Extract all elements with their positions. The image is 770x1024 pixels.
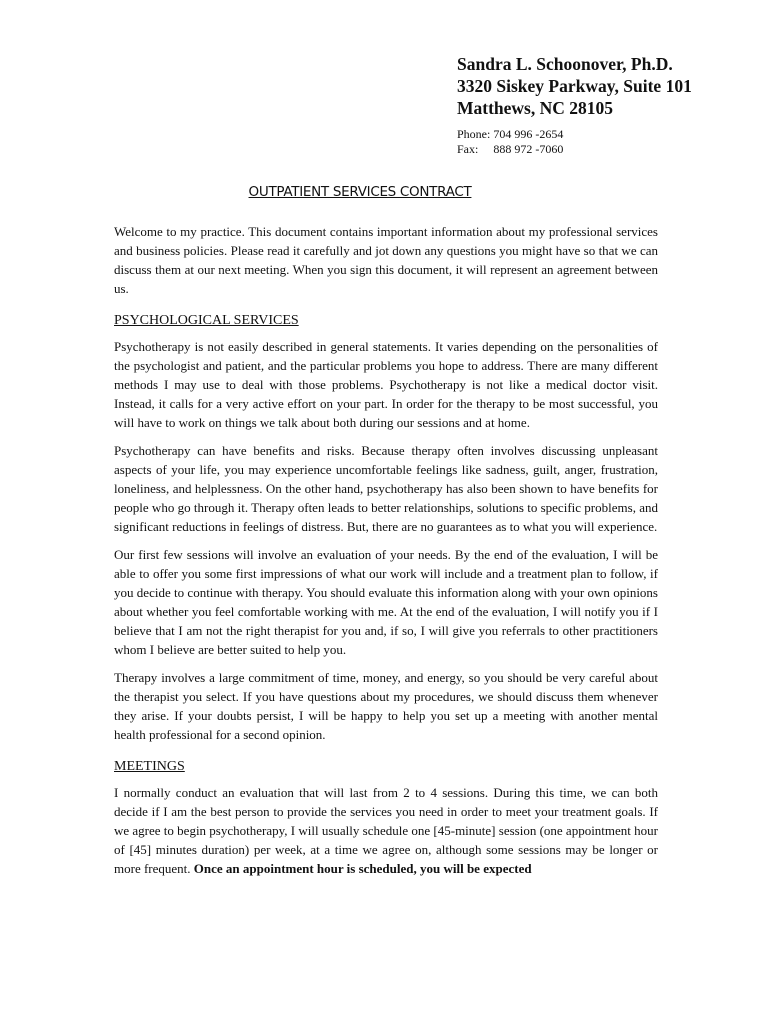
meetings-bold-text: Once an appointment hour is scheduled, you will be expected xyxy=(193,861,532,876)
section-heading-psychological-services: PSYCHOLOGICAL SERVICES xyxy=(114,313,299,328)
paragraph: Psychotherapy can have benefits and risks. Because therapy often involves discussing unpleasant aspects of your life, you may experience uncomfortable feelings like sadness, guilt, anger, frustration, loneliness, and helplessness. On the other hand, psychotherapy has also been shown to have benefits for people who go through it. Therapy often leads to better relationships, solutions to specific problems, and significant reductions in feelings of distress. But, there are no guarantees as to what you will experience. xyxy=(114,443,658,534)
paragraph: Therapy involves a large commitment of time, money, and energy, so you should be very careful about the therapist you select. If you have questions about my procedures, we should discuss them whenever they arise. If your doubts persist, I will be happy to help you set up a meeting with another mental health professional for a second opinion. xyxy=(114,670,658,742)
fax-label: Fax: xyxy=(457,142,479,156)
address-line: 3320 Siskey Parkway, Suite 101 xyxy=(457,76,692,96)
document-title: OUTPATIENT SERVICES CONTRACT xyxy=(248,184,472,200)
paragraph: Psychotherapy is not easily described in general statements. It varies depending on the personalities of the psychologist and patient, and the particular problems you hope to address. There are many different methods I may use to deal with those problems. Psychotherapy is not like a medical doctor visit. Instead, it calls for a very active effort on your part. In order for the therapy to be most successful, you will have to work on things we talk about both during our sessions and at home. xyxy=(114,339,658,430)
phone-label: Phone: xyxy=(457,127,491,141)
city-line: Matthews, NC 28105 xyxy=(457,98,614,118)
meetings-text: I normally conduct an evaluation that will last from 2 to 4 sessions. During this time, we can both decide if I am the best person to provide the services you need in order to meet your treatment goals. If we agree to begin psychotherapy, I will usually schedule one [45-minute] session (one appointment hour of [45] minutes duration) per week, at a time we agree on, although some sessions may be longer or more frequent. xyxy=(114,785,658,876)
meetings-paragraph xyxy=(114,783,658,878)
fax-row xyxy=(457,142,757,157)
intro-paragraph: Welcome to my practice. This document contains important information about my professional services and business policies. Please read it carefully and jot down any questions you might have so that we can discuss them at our next meeting. When you sign this document, it will represent an agreement between us. xyxy=(114,224,658,296)
phone-row xyxy=(457,127,757,142)
phone-number: 704 996 -2654 xyxy=(493,127,564,141)
practitioner-name: Sandra L. Schoonover, Ph.D. xyxy=(457,54,673,74)
paragraph: Our first few sessions will involve an evaluation of your needs. By the end of the evaluation, I will be able to offer you some first impressions of what our work will include and a treatment plan to follow, if you decide to continue with therapy. You should evaluate this information along with your own opinions about whether you feel comfortable working with me. At the end of the evaluation, I will notify you if I believe that I am not the right therapist for you and, if so, I will give you referrals to other practitioners whom I believe are better suited to help you. xyxy=(114,547,658,657)
section-heading-meetings: MEETINGS xyxy=(114,759,185,774)
document-body xyxy=(114,222,658,887)
fax-number: 888 972 -7060 xyxy=(493,142,564,156)
letterhead xyxy=(457,53,757,157)
contact-block xyxy=(457,127,757,157)
